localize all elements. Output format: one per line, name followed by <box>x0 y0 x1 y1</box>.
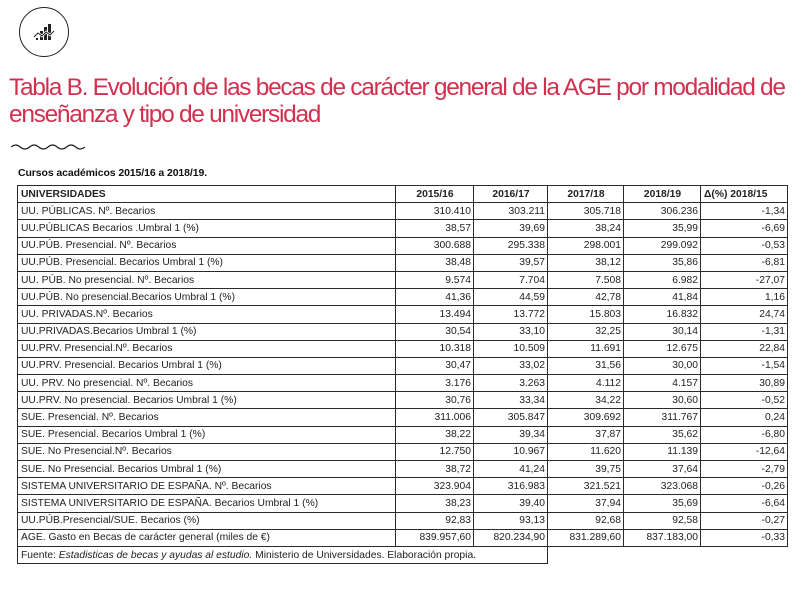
row-label: UU. PRIVADAS.Nº. Becarios <box>18 306 396 323</box>
cell-value: 93,13 <box>474 512 548 529</box>
cell-value: -12,64 <box>701 443 788 460</box>
cell-value: 24,74 <box>701 306 788 323</box>
cell-value: 92,68 <box>548 512 624 529</box>
cell-value: 37,87 <box>548 426 624 443</box>
table-row <box>18 443 788 460</box>
cell-value: 306.236 <box>624 203 701 220</box>
cell-value: 820.234,90 <box>474 529 548 546</box>
cell-value: 41,36 <box>396 289 474 306</box>
row-label: UU. PRV. No presencial. Nº. Becarios <box>18 375 396 392</box>
cell-value: 1,16 <box>701 289 788 306</box>
cell-value: 11.139 <box>624 443 701 460</box>
cell-value: 30,89 <box>701 375 788 392</box>
cell-value: 38,24 <box>548 220 624 237</box>
table-row <box>18 271 788 288</box>
cell-value: 92,58 <box>624 512 701 529</box>
cell-value: 30,54 <box>396 323 474 340</box>
cell-value: 35,69 <box>624 495 701 512</box>
cell-value: -0,33 <box>701 529 788 546</box>
cell-value: 311.767 <box>624 409 701 426</box>
table-row <box>18 375 788 392</box>
table-row <box>18 529 788 546</box>
cell-value: 9.574 <box>396 271 474 288</box>
cell-value: 7.508 <box>548 271 624 288</box>
chart-bars-trend-icon <box>33 23 55 41</box>
row-label: UU.PÚBLICAS Becarios .Umbral 1 (%) <box>18 220 396 237</box>
cell-value: 41,24 <box>474 461 548 478</box>
cell-value: -6,69 <box>701 220 788 237</box>
column-header-2017-18: 2017/18 <box>548 186 624 203</box>
row-label: UU. PÚBLICAS. Nº. Becarios <box>18 203 396 220</box>
table-row <box>18 512 788 529</box>
cell-value: 31,56 <box>548 357 624 374</box>
cell-value: 4.112 <box>548 375 624 392</box>
cell-value: 316.983 <box>474 478 548 495</box>
table-row <box>18 409 788 426</box>
row-label: UU.PRV. Presencial.Nº. Becarios <box>18 340 396 357</box>
cell-value: -1,31 <box>701 323 788 340</box>
cell-value: 35,62 <box>624 426 701 443</box>
column-header-universidades: UNIVERSIDADES <box>18 186 396 203</box>
source-prefix: Fuente: <box>21 549 59 561</box>
cell-value: 38,22 <box>396 426 474 443</box>
cell-value: 300.688 <box>396 237 474 254</box>
row-label: UU.PÚB.Presencial/SUE. Becarios (%) <box>18 512 396 529</box>
cell-value: 38,72 <box>396 461 474 478</box>
cell-value: 38,23 <box>396 495 474 512</box>
table-row <box>18 340 788 357</box>
wave-divider <box>11 143 85 151</box>
cell-value: 41,84 <box>624 289 701 306</box>
column-header-2018-19: 2018/19 <box>624 186 701 203</box>
row-label: SISTEMA UNIVERSITARIO DE ESPAÑA. Becarios Umbral 1 (%) <box>18 495 396 512</box>
cell-value: 37,64 <box>624 461 701 478</box>
cell-value: 4.157 <box>624 375 701 392</box>
cell-value: 11.691 <box>548 340 624 357</box>
cell-value: -6,81 <box>701 254 788 271</box>
column-header-2016-17: 2016/17 <box>474 186 548 203</box>
row-label: SUE. No Presencial.Nº. Becarios <box>18 443 396 460</box>
row-label: SUE. Presencial. Becarios Umbral 1 (%) <box>18 426 396 443</box>
cell-value: 30,76 <box>396 392 474 409</box>
table-row <box>18 237 788 254</box>
cell-value: 12.750 <box>396 443 474 460</box>
table-row <box>18 426 788 443</box>
cell-value: 39,40 <box>474 495 548 512</box>
cell-value: 92,83 <box>396 512 474 529</box>
row-label: UU.PRV. Presencial. Becarios Umbral 1 (%) <box>18 357 396 374</box>
table-row <box>18 220 788 237</box>
cell-value: 3.176 <box>396 375 474 392</box>
table-row <box>18 306 788 323</box>
footer-empty <box>548 546 788 563</box>
cell-value: 13.772 <box>474 306 548 323</box>
cell-value: 42,78 <box>548 289 624 306</box>
source-suffix: Ministerio de Universidades. Elaboración propia. <box>252 549 477 561</box>
cell-value: 10.509 <box>474 340 548 357</box>
cell-value: 3.263 <box>474 375 548 392</box>
cell-value: 837.183,00 <box>624 529 701 546</box>
row-label: UU.PRV. No presencial. Becarios Umbral 1 (%) <box>18 392 396 409</box>
cell-value: -0,27 <box>701 512 788 529</box>
cell-value: 35,99 <box>624 220 701 237</box>
table-row <box>18 254 788 271</box>
cell-value: 11.620 <box>548 443 624 460</box>
table-row <box>18 289 788 306</box>
cell-value: 38,48 <box>396 254 474 271</box>
page-title: Tabla B. Evolución de las becas de carácter general de la AGE por modalidad de enseñanza y tipo de universidad <box>9 74 785 128</box>
cell-value: 323.904 <box>396 478 474 495</box>
cell-value: 311.006 <box>396 409 474 426</box>
cell-value: 7.704 <box>474 271 548 288</box>
cell-value: 13.494 <box>396 306 474 323</box>
table-row <box>18 357 788 374</box>
cell-value: -6,80 <box>701 426 788 443</box>
column-header-delta: Δ(%) 2018/15 <box>701 186 788 203</box>
cell-value: 32,25 <box>548 323 624 340</box>
row-label: UU.PÚB. Presencial. Nº. Becarios <box>18 237 396 254</box>
row-label: UU.PÚB. Presencial. Becarios Umbral 1 (%) <box>18 254 396 271</box>
row-label: SUE. No Presencial. Becarios Umbral 1 (%) <box>18 461 396 478</box>
cell-value: 30,14 <box>624 323 701 340</box>
row-label: AGE. Gasto en Becas de carácter general (miles de €) <box>18 529 396 546</box>
becas-table <box>17 185 788 564</box>
cell-value: 33,10 <box>474 323 548 340</box>
table-row <box>18 478 788 495</box>
cell-value: 39,75 <box>548 461 624 478</box>
table-row <box>18 392 788 409</box>
cell-value: -1,54 <box>701 357 788 374</box>
cell-value: 298.001 <box>548 237 624 254</box>
cell-value: 30,47 <box>396 357 474 374</box>
cell-value: -6,64 <box>701 495 788 512</box>
cell-value: 10.967 <box>474 443 548 460</box>
cell-value: 33,34 <box>474 392 548 409</box>
cell-value: 309.692 <box>548 409 624 426</box>
cell-value: 39,69 <box>474 220 548 237</box>
cell-value: 16.832 <box>624 306 701 323</box>
cell-value: 6.982 <box>624 271 701 288</box>
cell-value: 35,86 <box>624 254 701 271</box>
cell-value: 33,02 <box>474 357 548 374</box>
row-label: UU.PRIVADAS.Becarios Umbral 1 (%) <box>18 323 396 340</box>
cell-value: 303.211 <box>474 203 548 220</box>
table-header-row <box>18 186 788 203</box>
cell-value: 44,59 <box>474 289 548 306</box>
cell-value: 39,57 <box>474 254 548 271</box>
column-header-2015-16: 2015/16 <box>396 186 474 203</box>
cell-value: 38,57 <box>396 220 474 237</box>
cell-value: -0,52 <box>701 392 788 409</box>
cell-value: 310.410 <box>396 203 474 220</box>
cell-value: 831.289,60 <box>548 529 624 546</box>
cell-value: 30,00 <box>624 357 701 374</box>
cell-value: 22,84 <box>701 340 788 357</box>
cell-value: 39,34 <box>474 426 548 443</box>
cell-value: -0,53 <box>701 237 788 254</box>
row-label: UU. PÚB. No presencial. Nº. Becarios <box>18 271 396 288</box>
table-row <box>18 461 788 478</box>
cell-value: 321.521 <box>548 478 624 495</box>
cell-value: -2,79 <box>701 461 788 478</box>
table-row <box>18 323 788 340</box>
table-footer-row <box>18 546 788 563</box>
cell-value: 15.803 <box>548 306 624 323</box>
cell-value: -27,07 <box>701 271 788 288</box>
row-label: UU.PÚB. No presencial.Becarios Umbral 1 (%) <box>18 289 396 306</box>
cell-value: -1,34 <box>701 203 788 220</box>
table-row <box>18 203 788 220</box>
source-note <box>18 546 548 563</box>
source-title: Estadisticas de becas y ayudas al estudio. <box>58 549 253 561</box>
cell-value: 295.338 <box>474 237 548 254</box>
cell-value: 323.068 <box>624 478 701 495</box>
cell-value: 305.847 <box>474 409 548 426</box>
cell-value: 299.092 <box>624 237 701 254</box>
table-row <box>18 495 788 512</box>
cell-value: 839.957,60 <box>396 529 474 546</box>
cell-value: 0,24 <box>701 409 788 426</box>
cell-value: 30,60 <box>624 392 701 409</box>
cell-value: 37,94 <box>548 495 624 512</box>
row-label: SUE. Presencial. Nº. Becarios <box>18 409 396 426</box>
chart-icon-badge <box>19 7 69 57</box>
cell-value: -0,26 <box>701 478 788 495</box>
cell-value: 38,12 <box>548 254 624 271</box>
cell-value: 305.718 <box>548 203 624 220</box>
cell-value: 34,22 <box>548 392 624 409</box>
cell-value: 12.675 <box>624 340 701 357</box>
cell-value: 10.318 <box>396 340 474 357</box>
table-subtitle: Cursos académicos 2015/16 a 2018/19. <box>18 167 208 179</box>
row-label: SISTEMA UNIVERSITARIO DE ESPAÑA. Nº. Becarios <box>18 478 396 495</box>
